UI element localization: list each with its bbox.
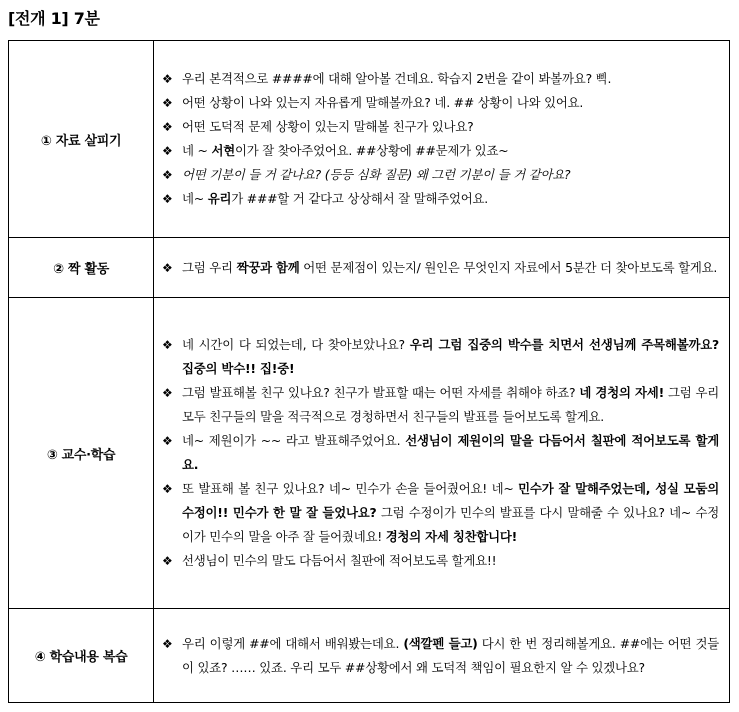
- row-content: [154, 609, 730, 703]
- item-text: 또 발표해 볼 친구 있나요? 네~ 민수가 손을 들어줬어요! 네~: [182, 481, 519, 496]
- emphasis-text: 네 경청의 자세!: [579, 385, 665, 400]
- section-title: [전개 1] 7분: [8, 9, 100, 28]
- list-item: [162, 333, 719, 381]
- table-row: [9, 238, 730, 298]
- row-label: ③ 교수·학습: [9, 298, 154, 609]
- bullet-list: [162, 256, 719, 280]
- item-text: 선생님이 민수의 말도 다듬어서 칠판에 적어보도록 할게요!!: [182, 553, 497, 568]
- emphasis-text: (색깔펜 들고): [403, 635, 478, 651]
- item-text: 다시 한 번 정리해볼게요. ##에는 어떤 것들이 있죠? …… 있죠. 우리 모두 ##상황에서 왜 도덕적 책임이 필요한지 알 수 있겠나요?: [182, 635, 719, 675]
- row-label: ① 자료 살피기: [9, 41, 154, 238]
- list-item: [162, 477, 719, 549]
- emphasis-text: 서현: [211, 143, 235, 158]
- item-text: 그럼 수정이가 민수의 발표를 다시 말해줄 수 있나요? 네~ 수정이가 민수의 말을 아주 잘 들어줬네요!: [182, 505, 719, 544]
- item-text: 이가 잘 찾아주었어요. ##상황에 ##문제가 있죠~: [234, 143, 509, 158]
- row-content: [154, 238, 730, 298]
- item-text: 네 ~: [182, 143, 212, 158]
- item-text: 그럼 우리: [182, 259, 237, 275]
- row-label: ④ 학습내용 복습: [9, 609, 154, 703]
- bullet-list: [162, 333, 719, 573]
- list-item: [162, 381, 719, 429]
- table-row: [9, 41, 730, 238]
- emphasis-text: 민수가 잘 말해주었는데, 성실 모둠의 수정이!! 민수가 한 말 잘 들었나요?: [182, 481, 719, 520]
- item-text: 어떤 상황이 나와 있는지 자유롭게 말해볼까요? 네. ## 상황이 나와 있어요.: [182, 95, 584, 110]
- list-item: [162, 67, 719, 91]
- emphasis-text: 선생님이 제원이의 말을 다듬어서 칠판에 적어보도록 할게요.: [182, 433, 719, 472]
- list-item: [162, 549, 719, 573]
- list-item: [162, 187, 719, 211]
- item-text: 어떤 기분이 들 거 같나요? (등등 심화 질문) 왜 그런 기분이 들 거 같아요?: [182, 167, 571, 182]
- list-item: [162, 256, 719, 280]
- row-content: [154, 298, 730, 609]
- item-text: 그럼 우리 모두 친구들의 말을 적극적으로 경청하면서 친구들의 발표를 들어보도록 할게요.: [182, 385, 719, 424]
- emphasis-text: 짝꿍과 함께: [236, 259, 300, 275]
- emphasis-text: 유리: [207, 191, 232, 206]
- list-item: [162, 163, 719, 187]
- item-text: 네~: [182, 191, 208, 206]
- row-label: ② 짝 활동: [9, 238, 154, 298]
- emphasis-text: 우리 그럼 집중의 박수를 치면서 선생님께 주목해볼까요? 집중의 박수!! 집!중!: [182, 337, 719, 376]
- lesson-plan-table: [8, 40, 730, 703]
- table-row: [9, 609, 730, 703]
- item-text: 네~ 제원이가 ~~ 라고 발표해주었어요.: [182, 433, 406, 448]
- item-text: 우리 본격적으로 ####에 대해 알아볼 건데요. 학습지 2번을 같이 봐볼까요? 삑.: [182, 71, 612, 86]
- list-item: [162, 429, 719, 477]
- bullet-list: [162, 632, 719, 680]
- item-text: 어떤 문제점이 있는지/ 원인은 무엇인지 자료에서 5분간 더 찾아보도록 할게요.: [299, 259, 718, 275]
- list-item: [162, 115, 719, 139]
- list-item: [162, 139, 719, 163]
- row-content: [154, 41, 730, 238]
- list-item: [162, 91, 719, 115]
- item-text: 그럼 발표해볼 친구 있나요? 친구가 발표할 때는 어떤 자세를 취해야 하죠?: [182, 385, 580, 400]
- table-row: [9, 298, 730, 609]
- list-item: [162, 632, 719, 680]
- item-text: 네 시간이 다 되었는데, 다 찾아보았나요?: [182, 337, 410, 352]
- item-text: 어떤 도덕적 문제 상황이 있는지 말해볼 친구가 있나요?: [182, 119, 474, 134]
- emphasis-text: 경청의 자세 칭찬합니다!: [385, 529, 518, 544]
- item-text: 가 ###할 거 같다고 상상해서 잘 말해주었어요.: [231, 191, 489, 206]
- bullet-list: [162, 67, 719, 211]
- item-text: 우리 이렇게 ##에 대해서 배워봤는데요.: [182, 635, 404, 651]
